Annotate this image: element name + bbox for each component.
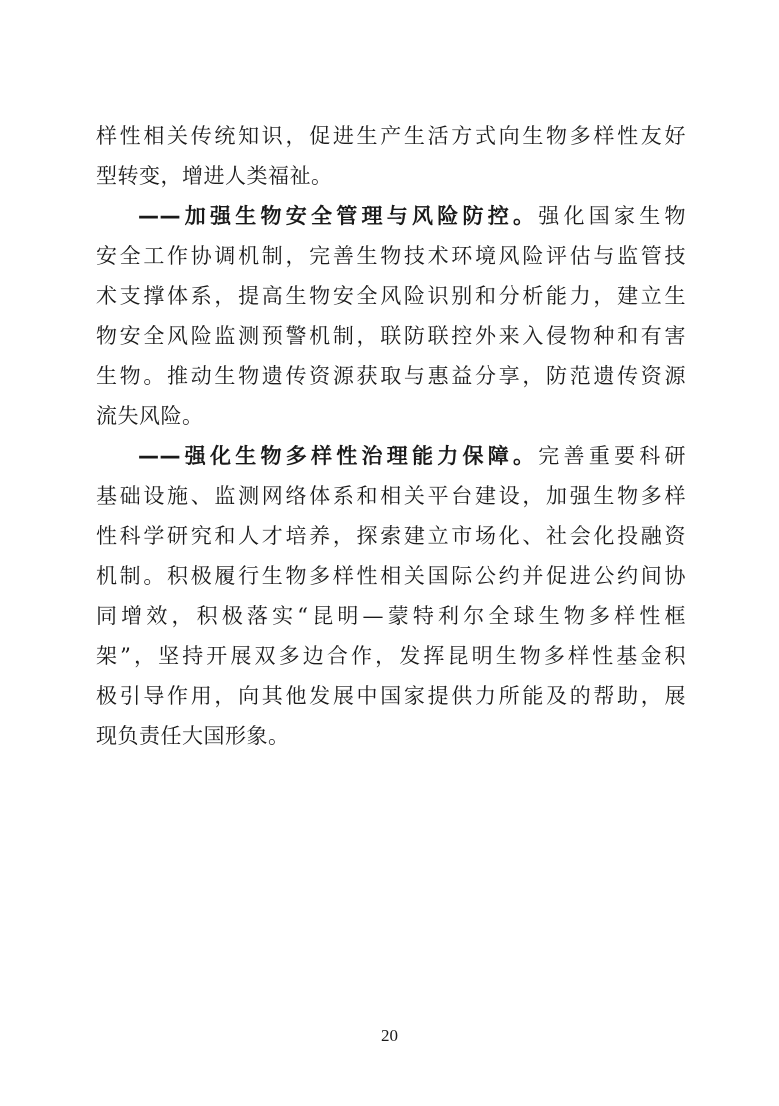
section-heading-biosafety: ——加强生物安全管理与风险防控。 (138, 204, 539, 228)
section-heading-governance: ——强化生物多样性治理能力保障。 (138, 444, 539, 468)
paragraph-3-line-5: 同增效，积极落实“昆明—蒙特利尔全球生物多样性框 (96, 604, 686, 628)
paragraph-2-line-5: 生物。推动生物遗传资源获取与惠益分享，防范遗传资源 (96, 364, 686, 388)
paragraph-3-line-4: 机制。积极履行生物多样性相关国际公约并促进公约间协 (96, 564, 686, 588)
paragraph-3-line-2: 基础设施、监测网络体系和相关平台建设，加强生物多样 (96, 484, 686, 508)
page-number: 20 (381, 1026, 398, 1045)
paragraph-3-line-8: 现负责任大国形象。 (96, 724, 290, 748)
paragraph-2-line-2: 安全工作协调机制，完善生物技术环境风险评估与监管技 (96, 244, 686, 268)
paragraph-1-line-2: 型转变，增进人类福祉。 (96, 164, 333, 188)
paragraph-2-line-6: 流失风险。 (96, 404, 204, 428)
paragraph-3-line-3: 性科学研究和人才培养，探索建立市场化、社会化投融资 (96, 524, 686, 548)
body-text (96, 116, 686, 756)
paragraph-3-line-7: 极引导作用，向其他发展中国家提供力所能及的帮助，展 (96, 684, 686, 708)
paragraph-2-line-4: 物安全风险监测预警机制，联防联控外来入侵物种和有害 (96, 324, 686, 348)
paragraph-2-first-line-rest: 强化国家生物 (538, 204, 686, 228)
paragraph-2-line-3: 术支撑体系，提高生物安全风险识别和分析能力，建立生 (96, 284, 686, 308)
paragraph-3-line-6: 架”，坚持开展双多边合作，发挥昆明生物多样性基金积 (96, 644, 686, 668)
paragraph-3-first-line (96, 436, 686, 476)
paragraph-1-line-1: 样性相关传统知识，促进生产生活方式向生物多样性友好 (96, 124, 686, 148)
paragraph-3-first-line-rest: 完善重要科研 (538, 444, 686, 468)
paragraph-2-first-line (96, 196, 686, 236)
